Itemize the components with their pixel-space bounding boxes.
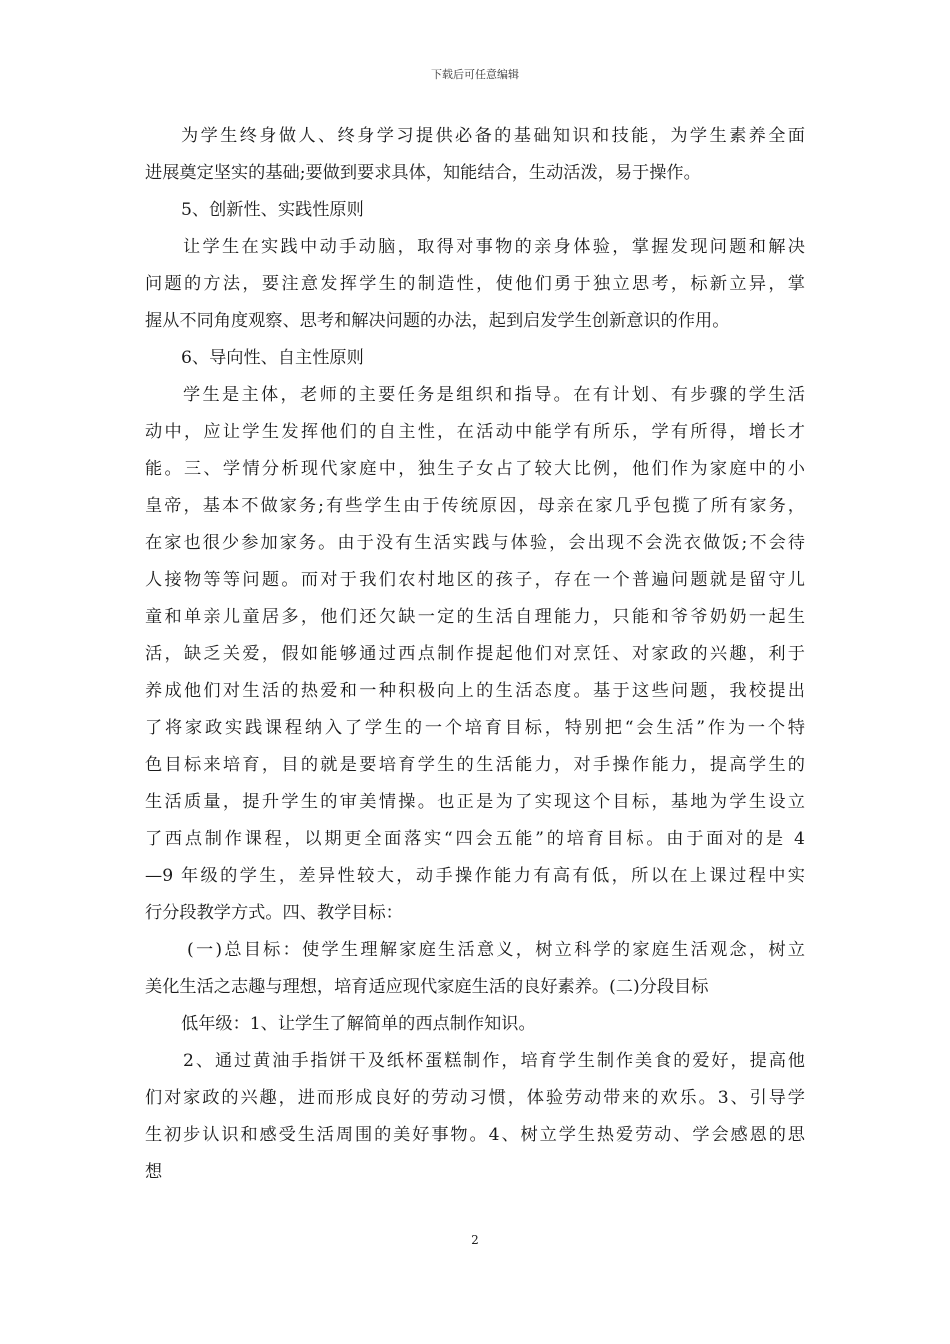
paragraph-line: 行分段教学方式。四、教学目标： <box>145 903 403 923</box>
paragraph-line: 活，缺乏关爱，假如能够通过西点制作提起他们对烹饪、对家政的兴趣，利于 <box>145 644 805 664</box>
page-header: 下载后可任意编辑 <box>431 68 519 81</box>
paragraph-line: 问题的方法，要注意发挥学生的制造性，使他们勇于独立思考，标新立异，掌 <box>145 274 805 294</box>
page-number: 2 <box>471 1233 479 1247</box>
paragraph-line: 学生是主体，老师的主要任务是组织和指导。在有计划、有步骤的学生活 <box>183 385 805 405</box>
paragraph-line: 在家也很少参加家务。由于没有生活实践与体验，会出现不会洗衣做饭;不会待 <box>145 533 805 553</box>
section-heading: 5、创新性、实践性原则 <box>181 200 364 220</box>
paragraph-line: —9 年级的学生，差异性较大，动手操作能力有高有低，所以在上课过程中实 <box>145 866 805 886</box>
paragraph-line: 生活质量，提升学生的审美情操。也正是为了实现这个目标，基地为学生设立 <box>145 792 805 812</box>
paragraph-line: 养成他们对生活的热爱和一种积极向上的生活态度。基于这些问题，我校提出 <box>145 681 805 701</box>
section-heading: 6、导向性、自主性原则 <box>181 348 364 368</box>
paragraph-line: 为学生终身做人、终身学习提供必备的基础知识和技能，为学生素养全面 <box>181 126 805 146</box>
document-body <box>145 118 805 1191</box>
paragraph-line: 童和单亲儿童居多，他们还欠缺一定的生活自理能力，只能和爷爷奶奶一起生 <box>145 607 805 627</box>
paragraph-line: 色目标来培育，目的就是要培育学生的生活能力，对手操作能力，提高学生的 <box>145 755 805 775</box>
paragraph-line: 能。三、学情分析现代家庭中，独生子女占了较大比例，他们作为家庭中的小 <box>145 459 805 479</box>
paragraph-line: 让学生在实践中动手动脑，取得对事物的亲身体验，掌握发现问题和解决 <box>183 237 805 257</box>
paragraph-line: 人接物等等问题。而对于我们农村地区的孩子，存在一个普遍问题就是留守儿 <box>145 570 805 590</box>
paragraph-line: 生初步认识和感受生活周围的美好事物。4、树立学生热爱劳动、学会感恩的思 <box>145 1125 805 1145</box>
paragraph-line: 2、通过黄油手指饼干及纸杯蛋糕制作，培育学生制作美食的爱好，提高他 <box>183 1051 805 1071</box>
paragraph-line: 握从不同角度观察、思考和解决问题的办法，起到启发学生创新意识的作用。 <box>145 311 730 331</box>
paragraph-line: 皇帝，基本不做家务;有些学生由于传统原因，母亲在家几乎包揽了所有家务， <box>145 496 805 516</box>
paragraph-line: 动中，应让学生发挥他们的自主性，在活动中能学有所乐，学有所得，增长才 <box>145 422 805 442</box>
paragraph-line: 想 <box>145 1162 163 1182</box>
paragraph-line: 了西点制作课程，以期更全面落实“四会五能”的培育目标。由于面对的是 4 <box>145 829 805 849</box>
paragraph-line: 美化生活之志趣与理想，培育适应现代家庭生活的良好素养。(二)分段目标 <box>145 977 709 997</box>
paragraph-line: 进展奠定坚实的基础;要做到要求具体，知能结合，生动活泼，易于操作。 <box>145 163 701 183</box>
paragraph-line: (一)总目标：使学生理解家庭生活意义，树立科学的家庭生活观念，树立 <box>187 940 805 960</box>
paragraph-line: 了将家政实践课程纳入了学生的一个培育目标，特别把“会生活”作为一个特 <box>145 718 805 738</box>
paragraph-line: 低年级：1、让学生了解简单的西点制作知识。 <box>181 1014 536 1034</box>
paragraph-line: 们对家政的兴趣，进而形成良好的劳动习惯，体验劳动带来的欢乐。3、引导学 <box>145 1088 805 1108</box>
